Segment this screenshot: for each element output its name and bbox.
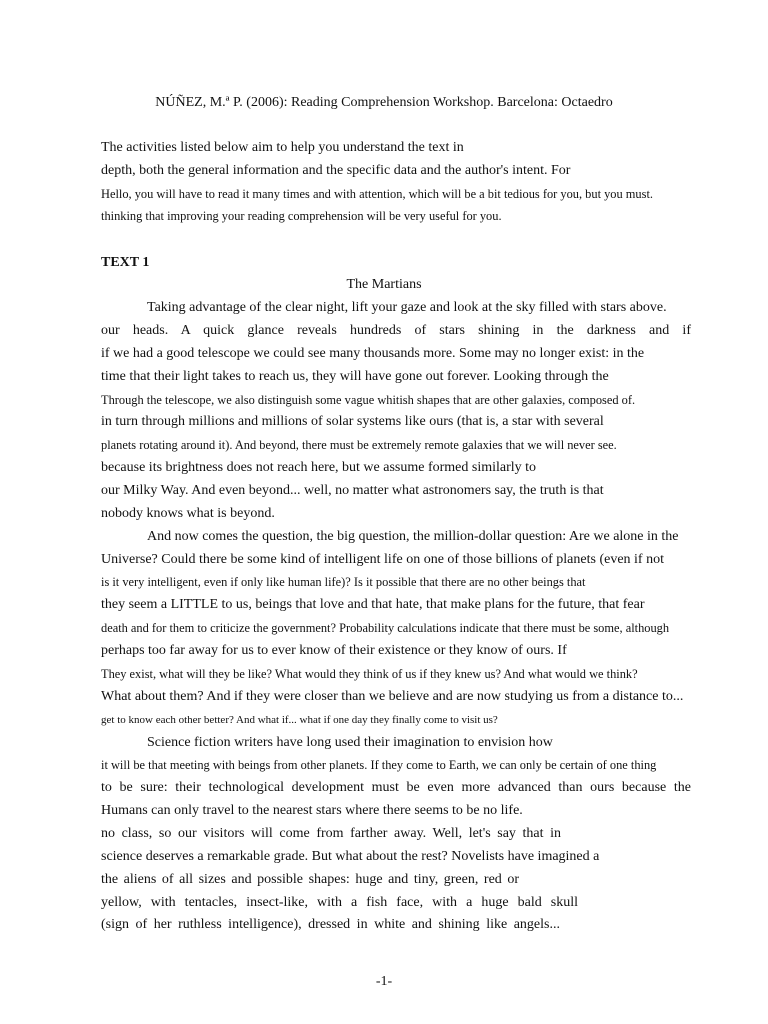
body-line: nobody knows what is beyond.	[101, 506, 275, 521]
body-line: to be sure: their technological development must be even more advanced than ours because the	[101, 780, 691, 795]
text-title: The Martians	[346, 277, 422, 292]
body-line: if we had a good telescope we could see many thousands more. Some may no longer exist: in the	[101, 346, 645, 361]
body-line: Humans can only travel to the nearest stars where there seems to be no life.	[101, 803, 523, 818]
body-line: is it very intelligent, even if only like human life)? Is it possible that there are no other beings that	[101, 575, 586, 589]
body-line: They exist, what will they be like? What would they think of us if they knew us? And what would we think?	[101, 667, 638, 681]
body-line: get to know each other better? And what if... what if one day they finally come to visit us?	[101, 714, 498, 726]
page-number: -1-	[375, 974, 393, 989]
body-line: Through the telescope, we also distinguish some vague whitish shapes that are other galaxies, composed of.	[101, 393, 636, 407]
intro-line: Hello, you will have to read it many times and with attention, which will be a bit tedious for you, but you must.	[101, 187, 653, 201]
body-line: And now comes the question, the big question, the million-dollar question: Are we alone in the	[147, 529, 679, 544]
body-line: our Milky Way. And even beyond... well, no matter what astronomers say, the truth is that	[101, 483, 604, 498]
body-line: Universe? Could there be some kind of intelligent life on one of those billions of planets (even if not	[101, 552, 664, 567]
body-line: no class, so our visitors will come from farther away. Well, let's say that in	[101, 826, 561, 841]
body-line: What about them? And if they were closer than we believe and are now studying us from a distance to...	[101, 689, 684, 704]
body-line: Taking advantage of the clear night, lift your gaze and look at the sky filled with stars above.	[147, 300, 667, 315]
body-line: death and for them to criticize the government? Probability calculations indicate that there must be some, although	[101, 621, 670, 635]
body-line: the aliens of all sizes and possible shapes: huge and tiny, green, red or	[101, 872, 519, 887]
body-line: time that their light takes to reach us, they will have gone out forever. Looking through the	[101, 369, 609, 384]
intro-line: The activities listed below aim to help you understand the text in	[101, 140, 464, 155]
section-label: TEXT 1	[101, 255, 150, 270]
body-line: yellow, with tentacles, insect-like, with a fish face, with a huge bald skull	[101, 895, 578, 910]
body-line: our heads. A quick glance reveals hundreds of stars shining in the darkness and if	[101, 323, 691, 338]
intro-line: depth, both the general information and the specific data and the author's intent. For	[101, 163, 571, 178]
citation: NÚÑEZ, M.ª P. (2006): Reading Comprehension Workshop. Barcelona: Octaedro	[155, 95, 613, 110]
body-line: it will be that meeting with beings from other planets. If they come to Earth, we can only be certain of one thing	[101, 758, 657, 772]
body-line: science deserves a remarkable grade. But what about the rest? Novelists have imagined a	[101, 849, 600, 864]
body-line: in turn through millions and millions of solar systems like ours (that is, a star with several	[101, 414, 604, 429]
body-line: Science fiction writers have long used their imagination to envision how	[147, 735, 553, 750]
body-line: (sign of her ruthless intelligence), dressed in white and shining like angels...	[101, 917, 560, 932]
body-line: because its brightness does not reach here, but we assume formed similarly to	[101, 460, 537, 475]
body-line: they seem a LITTLE to us, beings that love and that hate, that make plans for the future, that fear	[101, 597, 645, 612]
body-line: planets rotating around it). And beyond, there must be extremely remote galaxies that we will never see.	[101, 438, 617, 452]
intro-line: thinking that improving your reading comprehension will be very useful for you.	[101, 209, 502, 223]
body-line: perhaps too far away for us to ever know of their existence or they know of ours. If	[101, 643, 567, 658]
